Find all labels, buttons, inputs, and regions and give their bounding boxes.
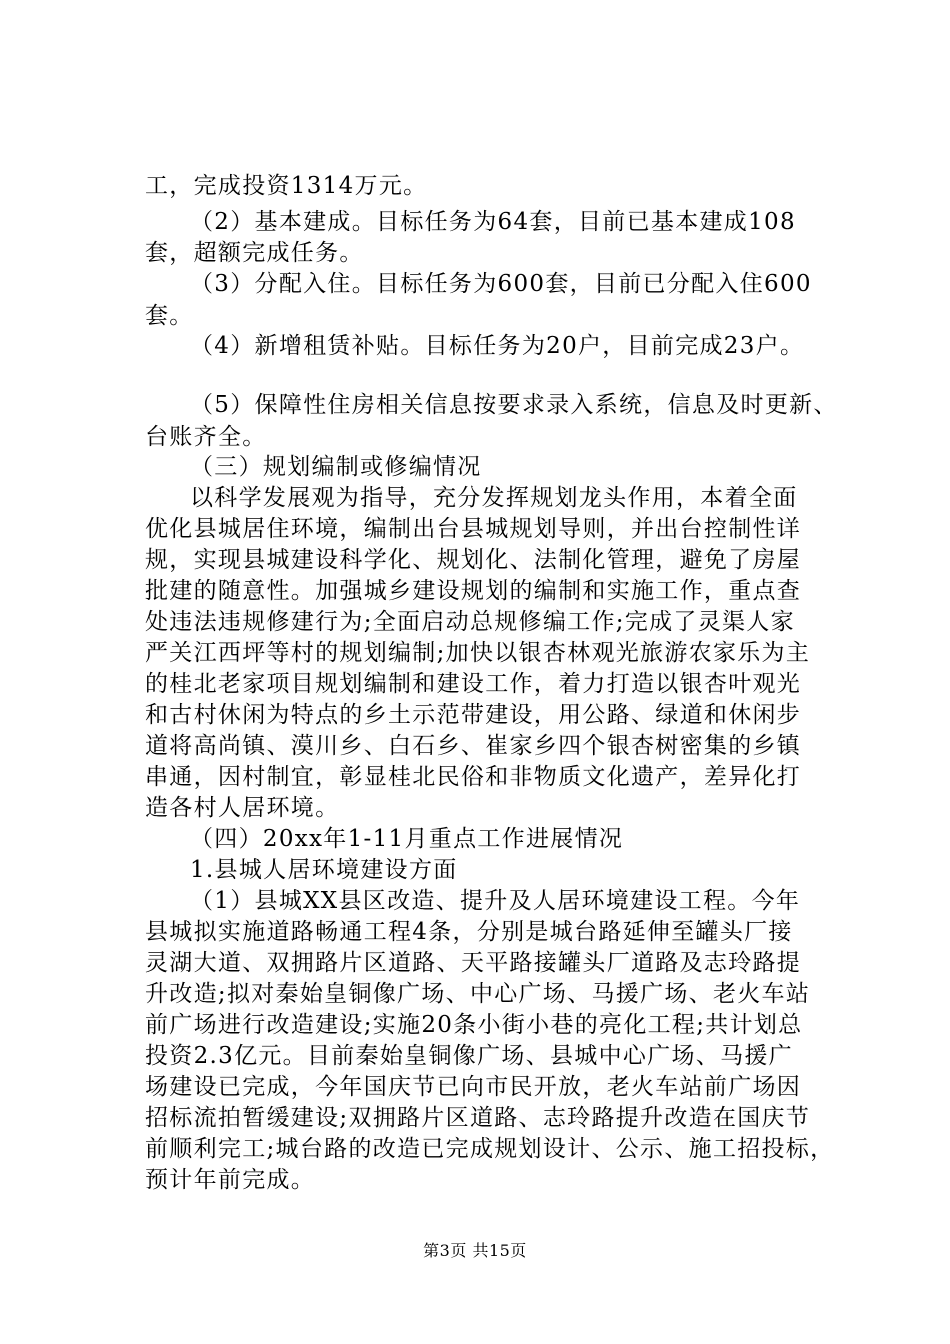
text-line: 招标流拍暂缓建设;双拥路片区道路、志玲路提升改造在国庆节: [145, 1105, 811, 1131]
page-footer: 第3页 共15页: [423, 1241, 527, 1260]
text-line: 以科学发展观为指导，充分发挥规划龙头作用，本着全面: [190, 485, 798, 511]
text-line: 造各村人居环境。: [145, 795, 340, 821]
text-line: 批建的随意性。加强城乡建设规划的编制和实施工作，重点查: [145, 578, 802, 604]
text-line: 灵湖大道、双拥路片区道路、天平路接罐头厂道路及志玲路提: [145, 950, 802, 976]
text-line: （5）保障性住房相关信息按要求录入系统，信息及时更新、: [190, 392, 838, 418]
text-line: 升改造;拟对秦始皇铜像广场、中心广场、马援广场、老火车站: [145, 981, 811, 1007]
text-line: 投资2.3亿元。目前秦始皇铜像广场、县城中心广场、马援广: [145, 1043, 793, 1069]
text-line: 道将高尚镇、漠川乡、白石乡、崔家乡四个银杏树密集的乡镇: [145, 733, 802, 759]
text-line: 优化县城居住环境，编制出台县城规划导则，并出台控制性详: [145, 516, 802, 542]
text-line: 套，超额完成任务。: [145, 240, 364, 266]
text-line: 县城拟实施道路畅通工程4条，分别是城台路延伸至罐头厂接: [145, 919, 793, 945]
text-line: （3）分配入住。目标任务为600套，目前已分配入住600: [190, 271, 812, 297]
text-line: 前顺利完工;城台路的改造已完成规划设计、公示、施工招投标，: [145, 1136, 835, 1162]
section-heading: （三）规划编制或修编情况: [190, 454, 482, 480]
text-line: 场建设已完成，今年国庆节已向市民开放，老火车站前广场因: [145, 1074, 802, 1100]
text-line: 工，完成投资1314万元。: [145, 173, 428, 199]
text-line: （2）基本建成。目标任务为64套，目前已基本建成108: [190, 209, 796, 235]
text-line: 台账齐全。: [145, 424, 267, 450]
subsection-heading: 1.县城人居环境建设方面: [190, 857, 458, 883]
text-line: 规，实现县城建设科学化、规划化、法制化管理，避免了房屋: [145, 547, 802, 573]
text-line: 前广场进行改造建设;实施20条小街小巷的亮化工程;共计划总: [145, 1012, 803, 1038]
text-line: 和古村休闲为特点的乡土示范带建设，用公路、绿道和休闲步: [145, 702, 802, 728]
text-line: 预计年前完成。: [145, 1167, 316, 1193]
text-line: 处违法违规修建行为;全面启动总规修编工作;完成了灵渠人家: [145, 609, 795, 635]
text-line: 串通，因村制宜，彰显桂北民俗和非物质文化遗产，差异化打: [145, 764, 802, 790]
text-line: （1）县城XX县区改造、提升及人居环境建设工程。今年: [190, 888, 801, 914]
text-line: （4）新增租赁补贴。目标任务为20户，目前完成23户。: [190, 333, 805, 359]
text-line: 套。: [145, 303, 194, 329]
section-heading: （四）20xx年1-11月重点工作进展情况: [190, 826, 624, 852]
text-line: 的桂北老家项目规划编制和建设工作，着力打造以银杏叶观光: [145, 671, 802, 697]
text-line: 严关江西坪等村的规划编制;加快以银杏林观光旅游农家乐为主: [145, 640, 811, 666]
